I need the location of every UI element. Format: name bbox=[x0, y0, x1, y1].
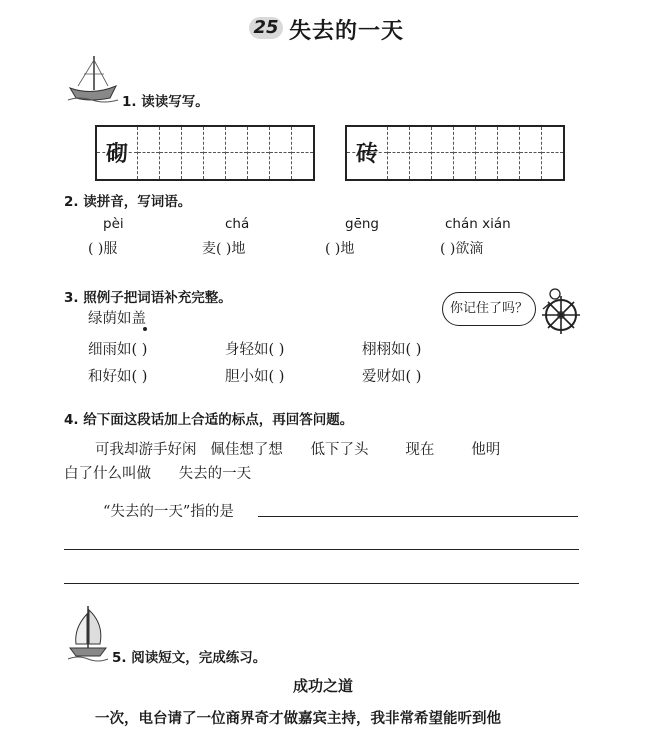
q3-row1-item2[interactable]: 身轻如( ) bbox=[225, 342, 285, 358]
answer-line-3[interactable] bbox=[64, 583, 579, 584]
q5-label: 5. 阅读短文，完成练习。 bbox=[112, 650, 267, 666]
q4-question: “失去的一天”指的是 bbox=[103, 504, 234, 520]
sailing-ship-icon bbox=[66, 602, 110, 662]
passage-line-1: 可我却游手好闲 佩佳想了想 低下了头 现在 他明 bbox=[95, 442, 501, 458]
q2-item-1[interactable]: ( )服 bbox=[88, 241, 118, 257]
page-title: 失去的一天 bbox=[289, 18, 405, 44]
q2-item-2[interactable]: 麦( )地 bbox=[202, 241, 246, 257]
q2-item-4[interactable]: ( )欲滴 bbox=[440, 241, 484, 257]
answer-line-1[interactable] bbox=[258, 516, 578, 517]
q3-row2-item2[interactable]: 胆小如( ) bbox=[225, 369, 285, 385]
q3-example: 绿荫如盖 bbox=[88, 311, 146, 327]
pinyin-3: gēng bbox=[345, 216, 380, 232]
q2-label: 2. 读拼音，写词语。 bbox=[64, 194, 192, 210]
writing-grid-2[interactable] bbox=[345, 125, 565, 181]
q4-label: 4. 给下面这段话加上合适的标点，再回答问题。 bbox=[64, 412, 354, 428]
grid-char: 砌 bbox=[105, 141, 128, 167]
q3-row1-item1[interactable]: 细雨如( ) bbox=[88, 342, 148, 358]
q3-label: 3. 照例子把词语补充完整。 bbox=[64, 290, 232, 306]
sailboat-icon bbox=[66, 52, 120, 106]
pinyin-1: pèi bbox=[103, 216, 124, 232]
ships-wheel-icon bbox=[535, 285, 587, 335]
lesson-number-badge: 25 bbox=[249, 17, 283, 39]
emphasis-dot bbox=[143, 327, 147, 331]
article-first-line: 一次，电台请了一位商界奇才做嘉宾主持，我非常希望能听到他 bbox=[95, 710, 501, 727]
pinyin-4: chán xián bbox=[445, 216, 511, 232]
passage-line-2: 白了什么叫做 失去的一天 bbox=[64, 466, 252, 482]
article-title: 成功之道 bbox=[292, 677, 353, 695]
grid-char: 砖 bbox=[355, 141, 378, 167]
answer-line-2[interactable] bbox=[64, 549, 579, 550]
q3-row2-item1[interactable]: 和好如( ) bbox=[88, 369, 148, 385]
q1-label: 1. 读读写写。 bbox=[122, 94, 209, 110]
writing-grid-1[interactable] bbox=[95, 125, 315, 181]
pinyin-2: chá bbox=[225, 216, 250, 232]
q3-row2-item3[interactable]: 爱财如( ) bbox=[362, 369, 422, 385]
q3-row1-item3[interactable]: 栩栩如( ) bbox=[362, 342, 422, 358]
speech-bubble: 你记住了吗？ bbox=[442, 292, 536, 326]
q2-item-3[interactable]: ( )地 bbox=[325, 241, 355, 257]
